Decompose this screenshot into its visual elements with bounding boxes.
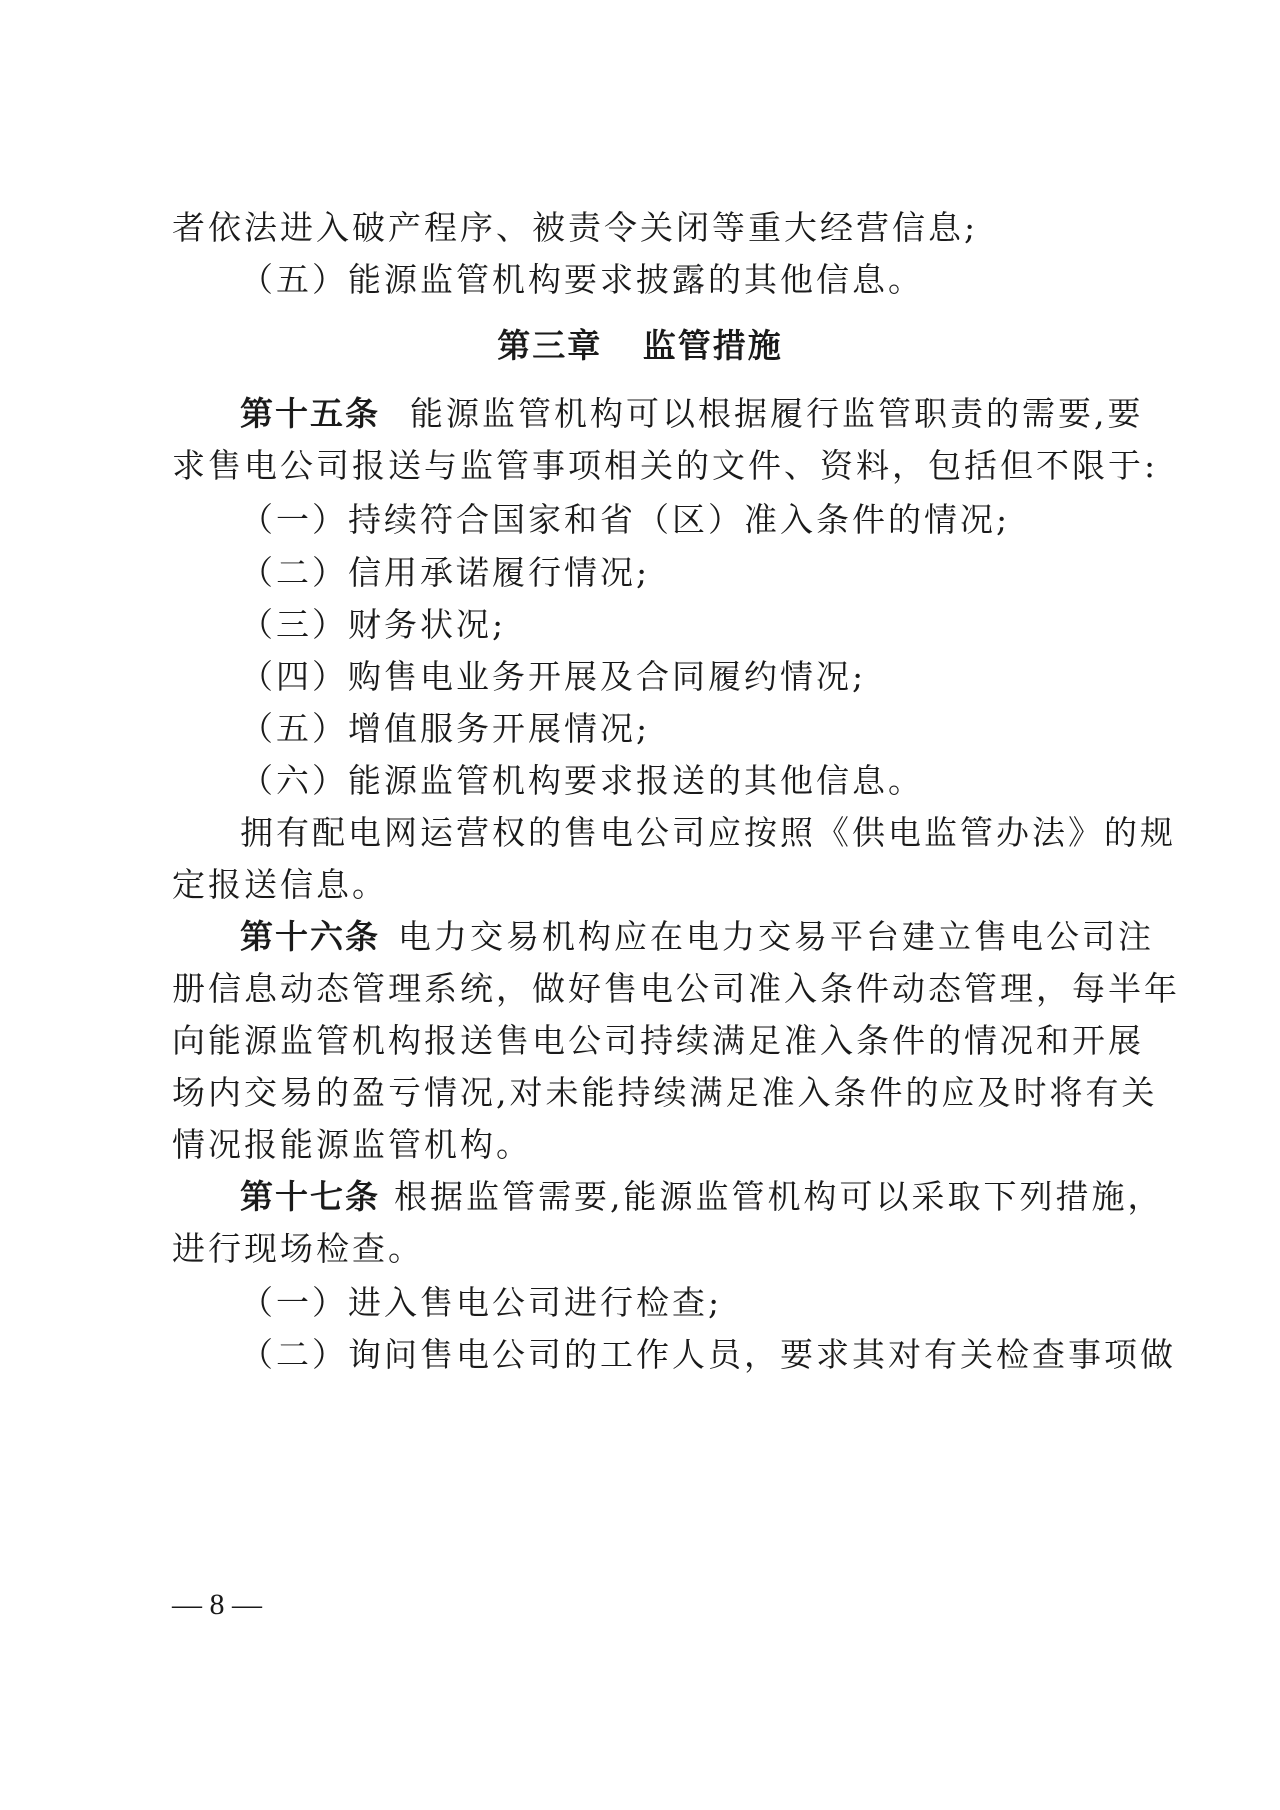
- list-item: （五）增值服务开展情况;: [240, 709, 651, 748]
- text-line: 册信息动态管理系统，做好售电公司准入条件动态管理，每半年: [172, 969, 1180, 1008]
- list-item: （一）持续符合国家和省（区）准入条件的情况;: [240, 500, 1011, 539]
- paragraph-line: 定报送信息。: [172, 865, 388, 904]
- page-number: — 8 —: [172, 1588, 262, 1621]
- article-15-text: 能源监管机构可以根据履行监管职责的需要,要: [410, 394, 1144, 433]
- text-line: 场内交易的盈亏情况,对未能持续满足准入条件的应及时将有关: [172, 1073, 1158, 1112]
- text-line: 情况报能源监管机构。: [172, 1125, 532, 1164]
- article-16-line-1: [240, 907, 1154, 967]
- list-item: （三）财务状况;: [240, 605, 507, 644]
- list-item: （一）进入售电公司进行检查;: [240, 1283, 723, 1322]
- article-15-title: 第十五条: [240, 394, 380, 433]
- chapter-heading: 第三章 监管措施: [497, 326, 783, 365]
- list-item: （四）购售电业务开展及合同履约情况;: [240, 657, 867, 696]
- paragraph-line: 拥有配电网运营权的售电公司应按照《供电监管办法》的规: [240, 813, 1176, 852]
- list-item: （五）能源监管机构要求披露的其他信息。: [240, 260, 924, 299]
- article-17-title: 第十七条: [240, 1177, 380, 1216]
- article-16-text: 电力交易机构应在电力交易平台建立售电公司注: [398, 917, 1154, 956]
- article-15-line-1: [240, 384, 1144, 444]
- text-line: 者依法进入破产程序、被责令关闭等重大经营信息;: [172, 208, 979, 247]
- article-16-title: 第十六条: [240, 917, 380, 956]
- text-line: 向能源监管机构报送售电公司持续满足准入条件的情况和开展: [172, 1021, 1144, 1060]
- list-item: （六）能源监管机构要求报送的其他信息。: [240, 761, 924, 800]
- article-17-line-1: [240, 1167, 1164, 1227]
- text-line: 求售电公司报送与监管事项相关的文件、资料，包括但不限于:: [172, 446, 1159, 485]
- text-line: 进行现场检查。: [172, 1229, 424, 1268]
- list-item: （二）询问售电公司的工作人员，要求其对有关检查事项做: [240, 1335, 1176, 1374]
- article-17-text: 根据监管需要,能源监管机构可以采取下列措施，: [394, 1177, 1164, 1216]
- list-item: （二）信用承诺履行情况;: [240, 553, 651, 592]
